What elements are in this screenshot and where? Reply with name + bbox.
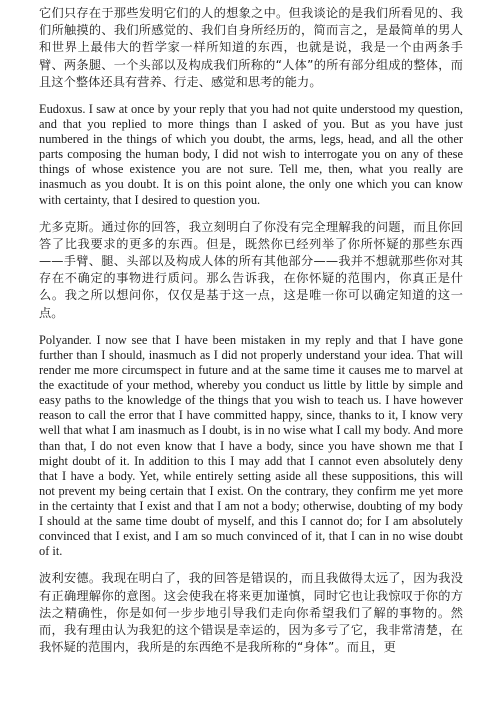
paragraph-chinese-intro: 它们只存在于那些发明它们的人的想象之中。但我谈论的是我们所看见的、我们所触摸的、我们所感觉的、我们自身所经历的，简而言之，是最简单的男人和世界上最伟大的哲学家一样所知道的东西，也就是说，我是一个由两条手臂、两条腿、一个头部以及构成我们所称的“人体”的所有部分组成的整体，而且这个整体还具有营养、行走、感觉和思考的能力。 <box>39 6 463 89</box>
paragraph-polyander-english: Polyander. I now see that I have been mistaken in my reply and that I have gone further than I should, inasmuch as I did not properly understand your idea. That will render me more circumspect in future and at the same time it causes me to marvel at the exactitude of your method, whereby you conduct us little by little by simple and easy paths to the knowledge of the things that you wish to teach us. I have however reason to call the error that I have committed happy, since, thanks to it, I know very well that what I am inasmuch as I doubt, is in no wise what I call my body. And more than that, I do not even know that I have a body, since you have shown me that I might doubt of it. In addition to this I may add that I cannot even absolutely deny that I have a body. Yet, while entirely setting aside all these suppositions, this will not prevent my being certain that I exist. On the contrary, they confirm me yet more in the certainty that I exist and that I am not a body; otherwise, doubting of my body I should at the same time doubt of myself, and this I cannot do; for I am absolutely convinced that I exist, and I am so much convinced of it, that I can in no wise doubt of it. <box>39 332 463 559</box>
document-page <box>39 5 463 656</box>
paragraph-eudoxus-english: Eudoxus. I saw at once by your reply that you had not quite understood my question, and that you replied to more things than I asked of you. But as you have just numbered in the things of which you doubt, the arms, legs, head, and all the other parts composing the human body, I did not wish to interrogate you on any of these things of whose existence you are not sure. Tell me, then, what you really are inasmuch as you doubt. It is on this point alone, the only one which you can know with certainty, that I desired to question you. <box>39 102 463 207</box>
paragraph-polyander-chinese: 波利安德。我现在明白了，我的回答是错误的，而且我做得太远了，因为我没有正确理解你的意图。这会使我在将来更加谨慎，同时它也让我惊叹于你的方法之精确性，你是如何一步步地引导我们走向你希望我们了解的事物的。然而，我有理由认为我犯的这个错误是幸运的，因为多亏了它，我非常清楚，在我怀疑的范围内，我所是的东西绝不是我所称的“身体”。而且，更 <box>39 571 463 655</box>
paragraph-eudoxus-chinese: 尤多克斯。通过你的回答，我立刻明白了你没有完全理解我的问题，而且你回答了比我要求的更多的东西。但是，既然你已经列举了你所怀疑的那些东西——手臂、腿、头部以及构成人体的所有其他部分——我并不想就那些你对其存在不确定的事物进行质问。那么告诉我，在你怀疑的范围内，你真正是什么。我之所以想问你，仅仅是基于这一点，这是唯一你可以确定知道的这一点。 <box>39 219 463 320</box>
